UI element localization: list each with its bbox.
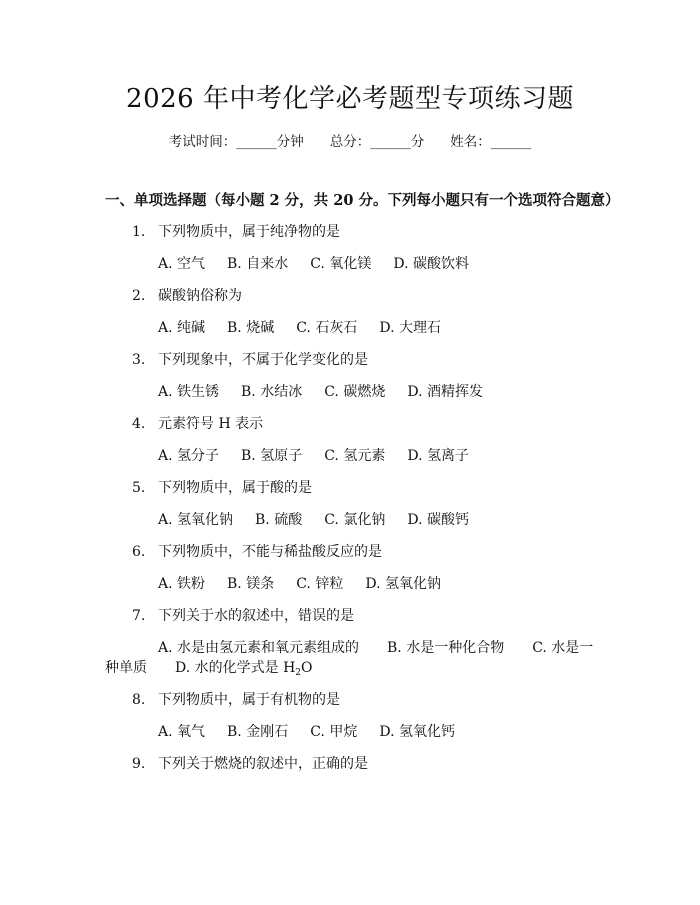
option-b: B. 硫酸	[255, 512, 303, 528]
question-options	[158, 254, 469, 274]
question-stem	[132, 350, 368, 370]
option-wrap-text: 种单质 D. 水的化学式是 H	[105, 660, 296, 676]
option-b: B. 自来水	[227, 256, 289, 272]
option-b: B. 烧碱	[227, 320, 275, 336]
exam-time-label: 考试时间：______分钟	[168, 134, 304, 150]
question-options-line1: A. 水是由氢元素和氧元素组成的 B. 水是一种化合物 C. 水是一	[158, 640, 594, 656]
option-b: B. 镁条	[227, 576, 275, 592]
question-options	[158, 446, 469, 466]
option-c: C. 石灰石	[296, 320, 358, 336]
question-stem	[132, 754, 368, 774]
question-stem	[132, 286, 242, 306]
question-options-line2	[105, 658, 313, 683]
option-d: D. 氢氧化钙	[379, 724, 455, 740]
question-options	[158, 722, 455, 742]
question-stem	[132, 414, 263, 434]
question-number: 3.	[132, 352, 146, 368]
option-d: D. 碳酸钙	[407, 512, 469, 528]
question-number: 4.	[132, 416, 146, 432]
option-a: A. 空气	[158, 256, 206, 272]
question-options	[158, 318, 441, 338]
option-c: C. 锌粒	[296, 576, 344, 592]
option-d: D. 酒精挥发	[407, 384, 483, 400]
question-number: 2.	[132, 288, 146, 304]
question-text: 元素符号 H 表示	[158, 416, 264, 432]
option-c: C. 甲烷	[310, 724, 358, 740]
option-d: D. 氢氧化钠	[365, 576, 441, 592]
option-c: C. 氯化钠	[324, 512, 386, 528]
question-text: 下列现象中，不属于化学变化的是	[158, 352, 368, 368]
question-options	[158, 510, 469, 530]
option-a: A. 铁生锈	[158, 384, 220, 400]
question-text: 下列物质中，属于酸的是	[158, 480, 312, 496]
question-options	[158, 574, 441, 594]
option-c: C. 氧化镁	[310, 256, 372, 272]
option-b: B. 水结冰	[241, 384, 303, 400]
question-stem	[132, 222, 340, 242]
question-number: 6.	[132, 544, 146, 560]
option-b: B. 氢原子	[241, 448, 303, 464]
option-d: D. 氢离子	[407, 448, 469, 464]
question-text: 下列物质中，属于有机物的是	[158, 692, 340, 708]
option-a: A. 纯碱	[158, 320, 206, 336]
question-number: 5.	[132, 480, 146, 496]
question-text: 下列物质中，不能与稀盐酸反应的是	[158, 544, 382, 560]
question-stem	[132, 478, 312, 498]
option-d: D. 大理石	[379, 320, 441, 336]
question-options	[158, 382, 483, 402]
question-number: 7.	[132, 608, 146, 624]
question-stem	[132, 690, 340, 710]
question-text: 下列关于燃烧的叙述中，正确的是	[158, 756, 368, 772]
question-stem	[132, 606, 354, 626]
option-wrap-text-end: O	[301, 660, 313, 676]
page-title: 2026 年中考化学必考题型专项练习题	[126, 84, 574, 114]
option-c: C. 氢元素	[324, 448, 386, 464]
option-a: A. 铁粉	[158, 576, 206, 592]
total-score-label: 总分：______分	[329, 134, 425, 150]
exam-info-line	[0, 132, 700, 152]
option-a: A. 氢氧化钠	[158, 512, 234, 528]
question-stem	[132, 542, 382, 562]
option-a: A. 氧气	[158, 724, 206, 740]
question-number: 9.	[132, 756, 146, 772]
student-name-label: 姓名：______	[450, 134, 532, 150]
question-text: 碳酸钠俗称为	[158, 288, 242, 304]
option-d: D. 碳酸饮料	[393, 256, 469, 272]
option-a: A. 氢分子	[158, 448, 220, 464]
option-b: B. 金刚石	[227, 724, 289, 740]
question-number: 8.	[132, 692, 146, 708]
option-c: C. 碳燃烧	[324, 384, 386, 400]
question-number: 1.	[132, 224, 146, 240]
question-text: 下列物质中，属于纯净物的是	[158, 224, 340, 240]
question-text: 下列关于水的叙述中，错误的是	[158, 608, 354, 624]
formula-subscript: 2	[295, 668, 302, 678]
section-heading-single-choice: 一、单项选择题（每小题 2 分，共 20 分。下列每小题只有一个选项符合题意）	[105, 192, 620, 209]
